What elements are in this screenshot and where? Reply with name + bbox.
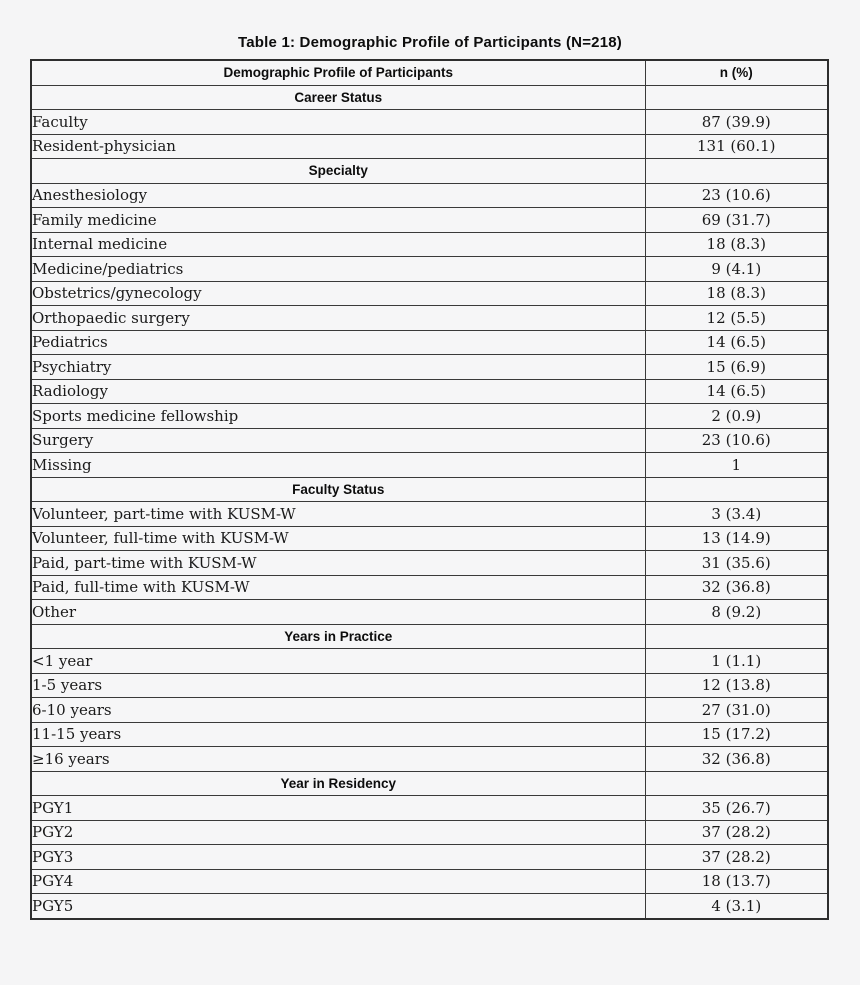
column-header-left: Demographic Profile of Participants: [31, 60, 645, 85]
table-row: [31, 894, 828, 919]
table-row: [31, 845, 828, 870]
row-label-cell: PGY4: [31, 869, 645, 894]
row-value-cell: 23 (10.6): [645, 183, 828, 208]
row-label-cell: Volunteer, part-time with KUSM-W: [31, 502, 645, 527]
row-value-cell: 12 (5.5): [645, 306, 828, 331]
table-body: [31, 85, 828, 919]
table-row: [31, 673, 828, 698]
table-row: [31, 649, 828, 674]
row-value-cell: 14 (6.5): [645, 379, 828, 404]
table-row: [31, 575, 828, 600]
row-value-cell: 1: [645, 453, 828, 478]
section-empty-cell: [645, 159, 828, 184]
row-value-cell: 87 (39.9): [645, 110, 828, 135]
section-header-row: [31, 771, 828, 796]
table-row: [31, 306, 828, 331]
table-row: [31, 747, 828, 772]
table-row: [31, 428, 828, 453]
row-value-cell: 27 (31.0): [645, 698, 828, 723]
row-value-cell: 37 (28.2): [645, 820, 828, 845]
table-row: [31, 330, 828, 355]
table-title: Table 1: Demographic Profile of Participants (N=218): [238, 34, 622, 51]
row-label-cell: Other: [31, 600, 645, 625]
row-label-cell: 1-5 years: [31, 673, 645, 698]
table-row: [31, 600, 828, 625]
row-label-cell: Paid, part-time with KUSM-W: [31, 551, 645, 576]
row-value-cell: 18 (8.3): [645, 281, 828, 306]
row-value-cell: 69 (31.7): [645, 208, 828, 233]
section-header-row: [31, 85, 828, 110]
row-value-cell: 131 (60.1): [645, 134, 828, 159]
section-header-row: [31, 624, 828, 649]
row-value-cell: 13 (14.9): [645, 526, 828, 551]
row-label-cell: Pediatrics: [31, 330, 645, 355]
row-label-cell: Volunteer, full-time with KUSM-W: [31, 526, 645, 551]
section-label-cell: Career Status: [31, 85, 645, 110]
section-empty-cell: [645, 771, 828, 796]
row-label-cell: Sports medicine fellowship: [31, 404, 645, 429]
row-label-cell: Orthopaedic surgery: [31, 306, 645, 331]
row-value-cell: 18 (8.3): [645, 232, 828, 257]
row-label-cell: Paid, full-time with KUSM-W: [31, 575, 645, 600]
table-row: [31, 134, 828, 159]
section-empty-cell: [645, 85, 828, 110]
row-label-cell: <1 year: [31, 649, 645, 674]
row-label-cell: PGY2: [31, 820, 645, 845]
table-row: [31, 502, 828, 527]
table-row: [31, 869, 828, 894]
table-row: [31, 551, 828, 576]
column-header-right: n (%): [645, 60, 828, 85]
row-value-cell: 2 (0.9): [645, 404, 828, 429]
row-label-cell: Resident-physician: [31, 134, 645, 159]
table-row: [31, 698, 828, 723]
row-label-cell: Radiology: [31, 379, 645, 404]
table-row: [31, 526, 828, 551]
row-label-cell: 6-10 years: [31, 698, 645, 723]
row-value-cell: 3 (3.4): [645, 502, 828, 527]
row-label-cell: Missing: [31, 453, 645, 478]
section-header-row: [31, 477, 828, 502]
section-empty-cell: [645, 477, 828, 502]
row-value-cell: 15 (6.9): [645, 355, 828, 380]
row-value-cell: 4 (3.1): [645, 894, 828, 919]
demographics-table: [30, 59, 829, 920]
section-label-cell: Faculty Status: [31, 477, 645, 502]
row-label-cell: Obstetrics/gynecology: [31, 281, 645, 306]
column-header-row: [31, 60, 828, 85]
table-row: [31, 722, 828, 747]
row-label-cell: Medicine/pediatrics: [31, 257, 645, 282]
table-row: [31, 796, 828, 821]
table-row: [31, 232, 828, 257]
section-label-cell: Years in Practice: [31, 624, 645, 649]
row-label-cell: PGY3: [31, 845, 645, 870]
section-label-cell: Specialty: [31, 159, 645, 184]
row-value-cell: 32 (36.8): [645, 575, 828, 600]
section-empty-cell: [645, 624, 828, 649]
row-label-cell: Anesthesiology: [31, 183, 645, 208]
table-row: [31, 183, 828, 208]
row-value-cell: 1 (1.1): [645, 649, 828, 674]
section-header-row: [31, 159, 828, 184]
table-row: [31, 257, 828, 282]
table-row: [31, 110, 828, 135]
row-label-cell: ≥16 years: [31, 747, 645, 772]
row-label-cell: PGY1: [31, 796, 645, 821]
row-label-cell: Psychiatry: [31, 355, 645, 380]
row-label-cell: Surgery: [31, 428, 645, 453]
row-value-cell: 12 (13.8): [645, 673, 828, 698]
row-label-cell: Internal medicine: [31, 232, 645, 257]
row-value-cell: 9 (4.1): [645, 257, 828, 282]
row-value-cell: 37 (28.2): [645, 845, 828, 870]
row-value-cell: 18 (13.7): [645, 869, 828, 894]
table-row: [31, 820, 828, 845]
row-value-cell: 31 (35.6): [645, 551, 828, 576]
row-value-cell: 35 (26.7): [645, 796, 828, 821]
row-label-cell: PGY5: [31, 894, 645, 919]
table-row: [31, 355, 828, 380]
table-row: [31, 281, 828, 306]
row-value-cell: 14 (6.5): [645, 330, 828, 355]
row-value-cell: 8 (9.2): [645, 600, 828, 625]
row-value-cell: 23 (10.6): [645, 428, 828, 453]
row-value-cell: 15 (17.2): [645, 722, 828, 747]
table-row: [31, 404, 828, 429]
row-label-cell: 11-15 years: [31, 722, 645, 747]
row-label-cell: Faculty: [31, 110, 645, 135]
table-row: [31, 208, 828, 233]
row-value-cell: 32 (36.8): [645, 747, 828, 772]
table-row: [31, 379, 828, 404]
section-label-cell: Year in Residency: [31, 771, 645, 796]
row-label-cell: Family medicine: [31, 208, 645, 233]
table-row: [31, 453, 828, 478]
